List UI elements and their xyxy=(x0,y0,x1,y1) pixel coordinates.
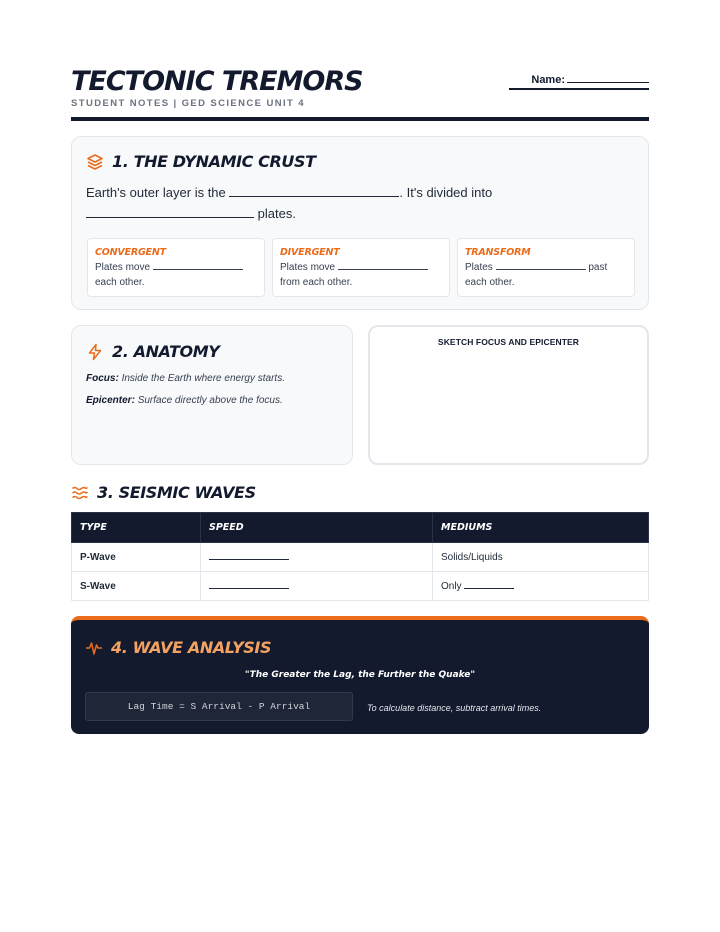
lightning-icon xyxy=(86,343,104,361)
wave-type: S-Wave xyxy=(72,572,201,601)
formula-note: To calculate distance, subtract arrival times. xyxy=(367,703,542,713)
name-label: Name: xyxy=(531,74,565,86)
table-row xyxy=(72,572,649,601)
analysis-heading xyxy=(85,638,271,657)
boundary-blank[interactable] xyxy=(496,261,586,270)
wave-type: P-Wave xyxy=(72,543,201,572)
sketch-box[interactable] xyxy=(368,325,649,465)
boundary-text: Plates past each other. xyxy=(465,262,608,288)
anatomy-title: 2. ANATOMY xyxy=(112,342,220,361)
plates-blank[interactable] xyxy=(86,206,254,218)
name-field[interactable] xyxy=(509,70,649,90)
header-rule xyxy=(71,117,649,121)
waves-heading xyxy=(71,483,256,502)
speed-cell xyxy=(201,543,433,572)
crust-card xyxy=(71,136,649,310)
anatomy-card xyxy=(71,325,353,465)
crust-heading xyxy=(86,152,316,171)
layers-icon xyxy=(86,153,104,171)
focus-definition: Focus: Inside the Earth where energy starts. xyxy=(86,373,285,384)
waves-title: 3. SEISMIC WAVES xyxy=(97,483,256,502)
column-header: MEDIUMS xyxy=(433,513,649,543)
speed-blank[interactable] xyxy=(209,580,289,589)
boundary-divergent xyxy=(272,238,450,297)
page-subtitle: STUDENT NOTES | GED SCIENCE UNIT 4 xyxy=(71,98,305,109)
table-row xyxy=(72,543,649,572)
lag-formula: Lag Time = S Arrival - P Arrival xyxy=(85,692,353,721)
mediums-blank[interactable] xyxy=(464,580,514,589)
crust-title: 1. THE DYNAMIC CRUST xyxy=(112,152,316,171)
pulse-icon xyxy=(85,639,103,657)
table-header-row xyxy=(72,513,649,543)
waves-icon xyxy=(71,484,89,502)
boundary-blank[interactable] xyxy=(338,261,428,270)
outer-layer-blank[interactable] xyxy=(229,185,399,197)
analysis-title: 4. WAVE ANALYSIS xyxy=(111,638,272,657)
analysis-quote: "The Greater the Lag, the Further the Quake" xyxy=(244,670,476,680)
speed-cell xyxy=(201,572,433,601)
crust-line-2: plates. xyxy=(86,203,296,224)
page-title: TECTONIC TREMORS xyxy=(71,66,363,97)
boundary-name: TRANSFORM xyxy=(465,247,531,258)
waves-table xyxy=(71,512,649,601)
analysis-card xyxy=(71,616,649,734)
column-header: SPEED xyxy=(201,513,433,543)
boundary-name: CONVERGENT xyxy=(95,247,166,258)
speed-blank[interactable] xyxy=(209,551,289,560)
boundary-blank[interactable] xyxy=(153,261,243,270)
crust-line-1: Earth's outer layer is the . It's divided into xyxy=(86,185,493,200)
mediums-cell: Only xyxy=(433,572,649,601)
sketch-label: SKETCH FOCUS AND EPICENTER xyxy=(437,337,580,347)
epicenter-definition: Epicenter: Surface directly above the focus. xyxy=(86,395,283,406)
boundary-convergent xyxy=(87,238,265,297)
name-blank[interactable] xyxy=(567,73,649,83)
boundary-text: Plates move from each other. xyxy=(280,260,442,290)
mediums-cell: Solids/Liquids xyxy=(433,543,649,572)
boundary-transform xyxy=(457,238,635,297)
boundary-text: Plates move each other. xyxy=(95,260,257,290)
anatomy-heading xyxy=(86,342,219,361)
column-header: TYPE xyxy=(72,513,201,543)
boundary-name: DIVERGENT xyxy=(280,247,340,258)
